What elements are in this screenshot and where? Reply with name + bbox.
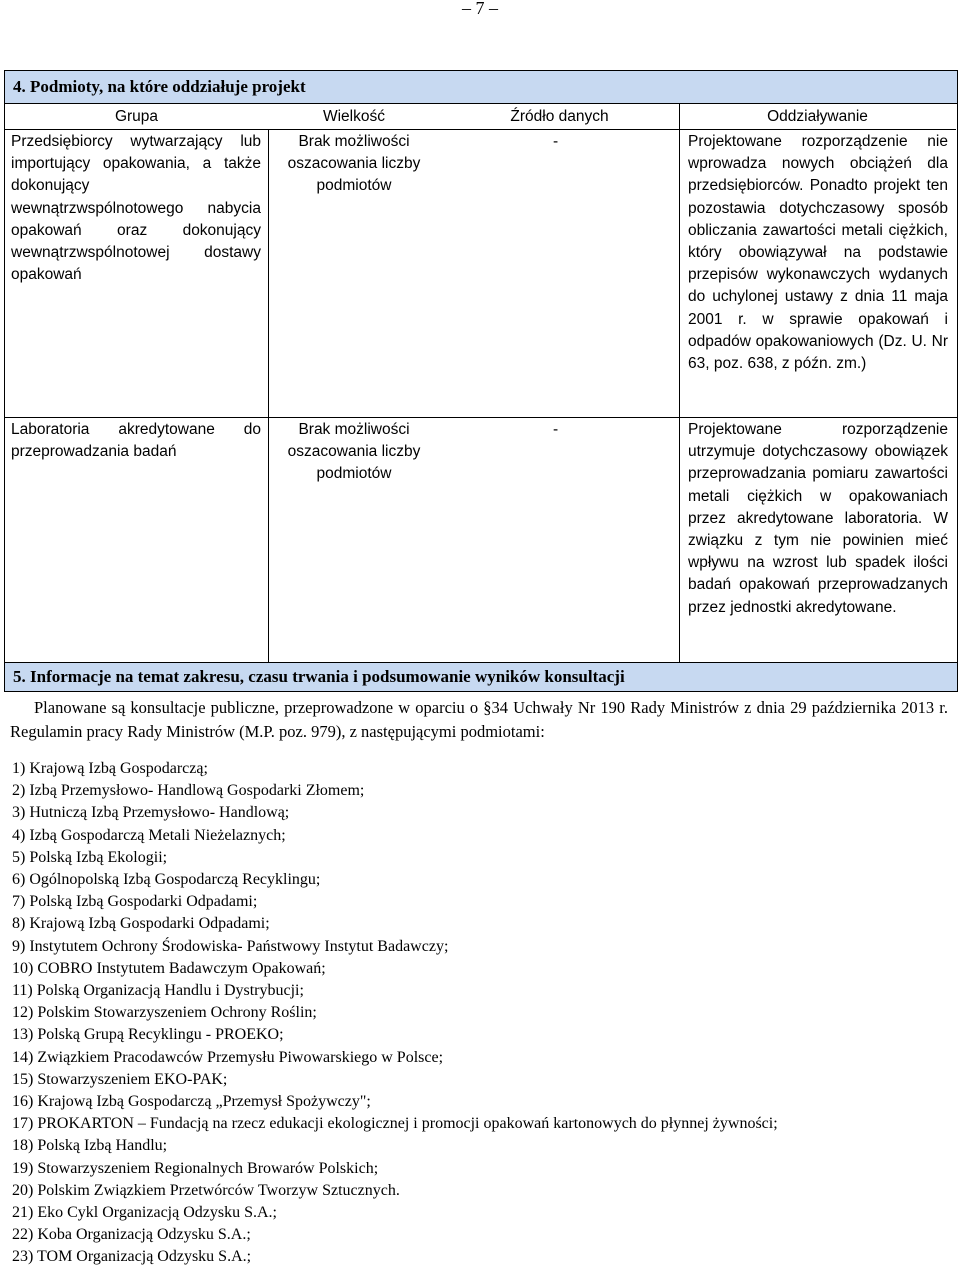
row1-size: Brak możliwości oszacowania liczby podmiotów xyxy=(287,133,421,195)
list-item: 9) Instytutem Ochrony Środowiska- Państwowy Instytut Badawczy; xyxy=(12,937,449,955)
list-item: 1) Krajową Izbą Gospodarczą; xyxy=(12,760,208,777)
list-item: 15) Stowarzyszeniem EKO-PAK; xyxy=(12,1070,228,1088)
row2-size: Brak możliwości oszacowania liczby podmiotów xyxy=(287,421,421,483)
consultation-list xyxy=(12,758,778,1269)
list-item: 2) Izbą Przemysłowo- Handlową Gospodarki Złomem; xyxy=(12,782,365,800)
row1-group: Przedsiębiorcy wytwarzający lub importujący opakowania, a także dokonujący wewnątrzwspólnotowego nabycia opakowań oraz dokonujący wewnątrzwspólnotowej dostawy opakowań xyxy=(11,133,261,284)
col-header-source: Źródło danych xyxy=(440,104,679,130)
page-number: – 7 – xyxy=(462,0,498,18)
list-item: 5) Polską Izbą Ekologii; xyxy=(12,848,168,866)
row1-impact: Projektowane rozporządzenie nie wprowadza nowych obciążeń dla przedsiębiorców. Ponadto projekt ten pozostawia dotychczasowy sposób obliczania zawartości metali ciężkich, który obowiązywał na podstawie przepisów wykonawczych wydanych do uchylonej ustawy z dnia 11 maja 2001 r. w sprawie opakowań i odpadów opakowaniowych (Dz. U. Nr 63, poz. 638, z późn. zm.) xyxy=(688,133,948,373)
list-item: 14) Związkiem Pracodawców Przemysłu Piwowarskiego w Polsce; xyxy=(12,1048,444,1066)
list-item: 6) Ogólnopolską Izbą Gospodarczą Recyklingu; xyxy=(12,871,321,889)
list-item: 4) Izbą Gospodarczą Metali Nieżelaznych; xyxy=(12,826,286,844)
row2-source: - xyxy=(553,421,559,438)
list-item: 3) Hutniczą Izbą Przemysłowo- Handlową; xyxy=(12,804,290,822)
section5-title: 5. Informacje na temat zakresu, czasu trwania i podsumowanie wyników konsultacji xyxy=(4,662,958,692)
col-header-size: Wielkość xyxy=(268,104,440,130)
list-item: 16) Krajową Izbą Gospodarczą „Przemysł Spożywczy"; xyxy=(12,1093,371,1111)
list-item: 22) Koba Organizacją Odzysku S.A.; xyxy=(12,1226,251,1244)
list-item: 19) Stowarzyszeniem Regionalnych Browarów Polskich; xyxy=(12,1159,379,1177)
list-item: 12) Polskim Stowarzyszeniem Ochrony Roślin; xyxy=(12,1004,317,1022)
list-item: 13) Polską Grupą Recyklingu - PROEKO; xyxy=(12,1026,284,1044)
list-item: 20) Polskim Związkiem Przetwórców Tworzyw Sztucznych. xyxy=(12,1181,400,1199)
row2-group: Laboratoria akredytowane do przeprowadzania badań xyxy=(11,421,261,461)
column-divider xyxy=(268,130,269,662)
section4-title: 4. Podmioty, na które oddziałuje projekt xyxy=(4,70,958,104)
list-item: 10) COBRO Instytutem Badawczym Opakowań; xyxy=(12,959,326,977)
col-header-group: Grupa xyxy=(5,104,268,130)
list-item: 21) Eko Cykl Organizacją Odzysku S.A.; xyxy=(12,1204,277,1222)
col-header-impact: Oddziaływanie xyxy=(679,104,956,130)
list-item: 7) Polską Izbą Gospodarki Odpadami; xyxy=(12,893,258,911)
row1-source: - xyxy=(553,133,559,150)
column-divider xyxy=(679,104,680,662)
list-item: 8) Krajową Izbą Gospodarki Odpadami; xyxy=(12,915,270,933)
row2-impact: Projektowane rozporządzenie utrzymuje dotychczasowy obowiązek przeprowadzania pomiaru zawartości metali ciężkich w opakowaniach przez akredytowane laboratoria. W związku z tym nie powinien mieć wpływu na wzrost lub spadek ilości badań opakowań przeprowadzanych przez jednostki akredytowane. xyxy=(688,421,948,616)
list-item: 17) PROKARTON – Fundacją na rzecz edukacji ekologicznej i promocji opakowań kartonowych do płynnej żywności; xyxy=(12,1115,778,1133)
list-item: 23) TOM Organizacją Odzysku S.A.; xyxy=(12,1248,252,1266)
list-item: 18) Polską Izbą Handlu; xyxy=(12,1137,168,1155)
section5-intro: Planowane są konsultacje publiczne, przeprowadzone w oparciu o §34 Uchwały Nr 190 Rady Ministrów z dnia 29 października 2013 r. Regulamin pracy Rady Ministrów (M.P. poz. 979), z następującymi podmiotami: xyxy=(10,698,948,741)
row-divider xyxy=(4,417,958,418)
list-item: 11) Polską Organizacją Handlu i Dystrybucji; xyxy=(12,982,304,1000)
